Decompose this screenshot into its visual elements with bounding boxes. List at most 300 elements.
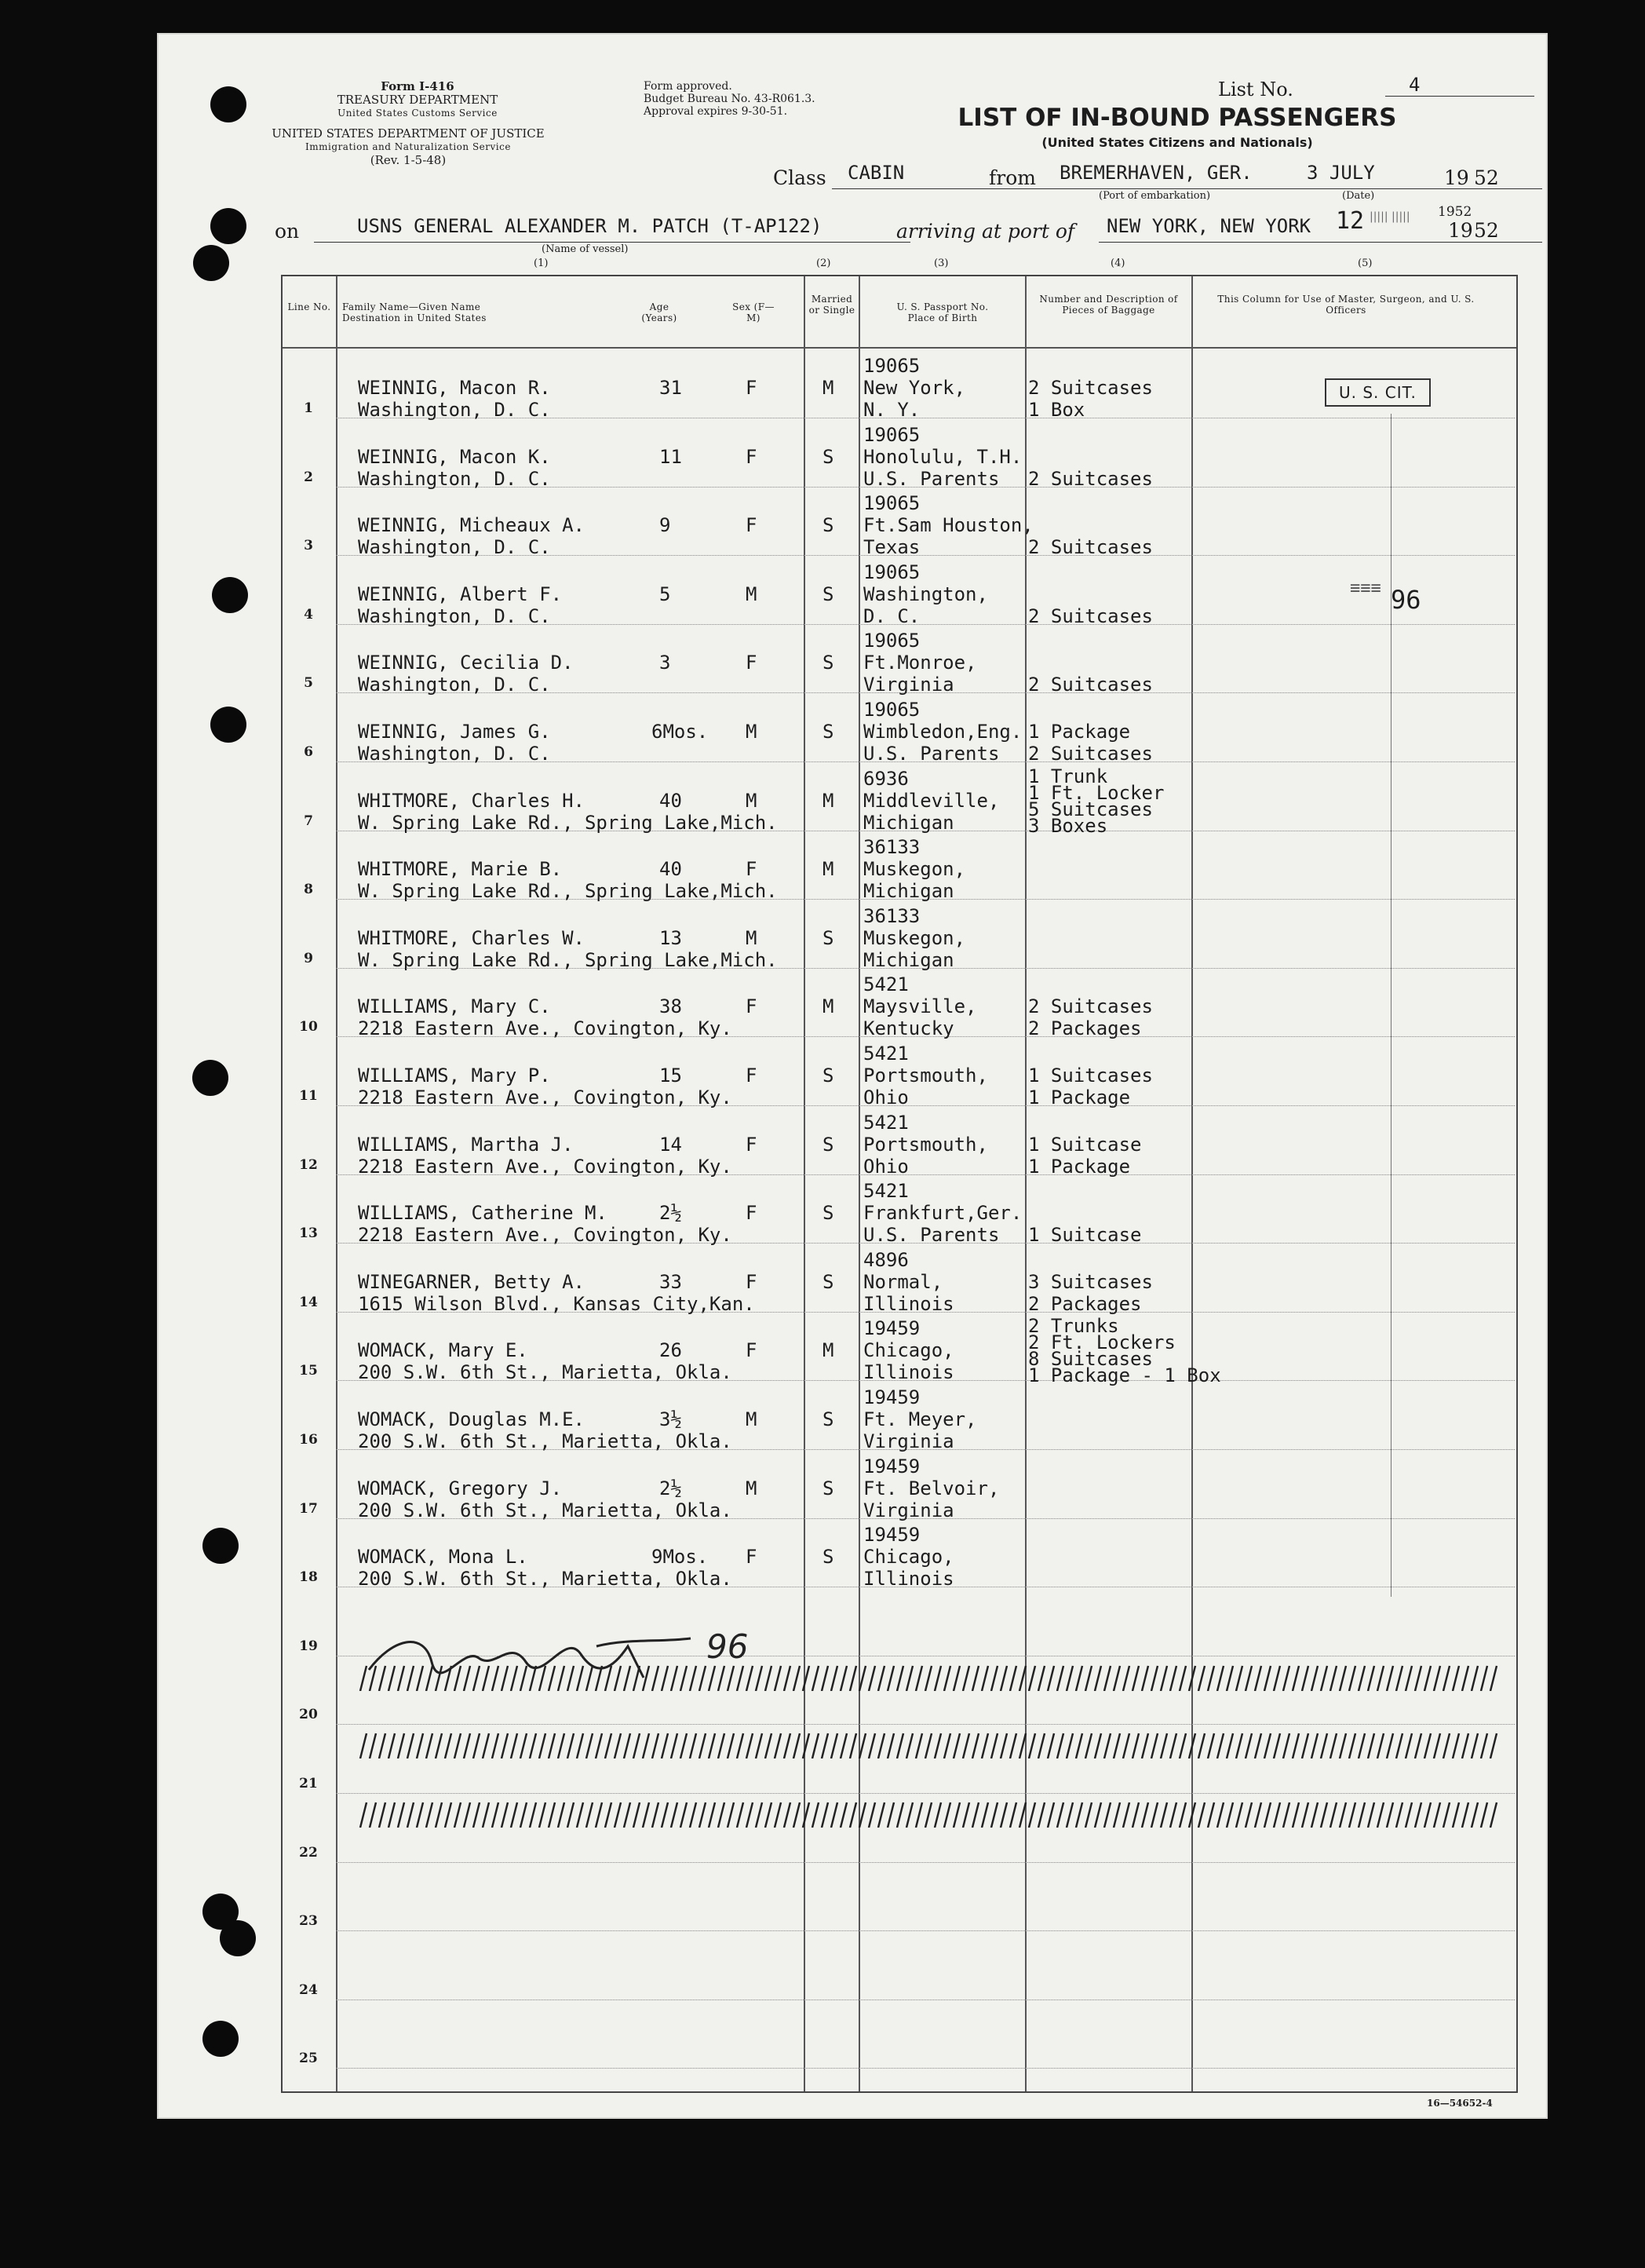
baggage-item: 1 Package [1028, 1155, 1131, 1178]
passenger-destination: W. Spring Lake Rd., Spring Lake,Mich. [358, 948, 778, 971]
birth-place-line-1: Ft. Belvoir, [863, 1477, 1000, 1499]
row-rule [336, 2068, 804, 2069]
birth-place-line-1: Wimbledon,Eng. [863, 721, 1023, 743]
officer-note: 96 [1391, 585, 1421, 615]
passenger-sex: F [746, 445, 757, 468]
passenger-sex: F [746, 995, 757, 1018]
baggage-item: 3 Suitcases [1028, 1270, 1153, 1293]
caption-col-2: (2) [816, 257, 831, 269]
passenger-age: 40 [659, 858, 682, 881]
marital-status: S [822, 514, 834, 537]
passenger-age: 5 [659, 583, 671, 605]
row-rule [859, 1862, 1025, 1863]
row-rule [804, 1724, 859, 1725]
us-citizen-stamp: U. S. CIT. [1325, 378, 1431, 407]
year-prefix: 19 [1444, 166, 1469, 189]
line-number: 18 [299, 1569, 318, 1586]
birth-place-line-1: Chicago, [863, 1339, 954, 1362]
line-number: 19 [299, 1638, 318, 1654]
marital-status: M [822, 377, 834, 399]
baggage-item: 5 Suitcases [1028, 798, 1153, 820]
birth-place-line-1: Chicago, [863, 1546, 954, 1569]
passenger-name: WILLIAMS, Catherine M. [358, 1202, 607, 1225]
passenger-name: WHITMORE, Charles W. [358, 926, 585, 949]
passenger-sex: F [746, 1202, 757, 1225]
passenger-name: WEINNIG, Micheaux A. [358, 514, 585, 537]
row-rule [804, 487, 859, 488]
page-title: LIST OF IN-BOUND PASSENGERS [957, 104, 1397, 132]
punch-hole [212, 577, 248, 613]
row-rule [1191, 1449, 1515, 1450]
passenger-name: WEINNIG, Macon K. [358, 445, 551, 468]
baggage-item: 2 Suitcases [1028, 743, 1153, 765]
passenger-sex: M [746, 721, 757, 743]
row-rule [1191, 2068, 1515, 2069]
marital-status: S [822, 1408, 834, 1430]
line-number: 20 [299, 1707, 318, 1723]
passenger-destination: 2218 Eastern Ave., Covington, Ky. [358, 1155, 732, 1178]
arriving-label: arriving at port of [896, 220, 1075, 243]
passport-number: 19065 [863, 630, 921, 652]
baggage-item: 2 Ft. Lockers [1028, 1331, 1176, 1354]
baggage-item: 2 Packages [1028, 1292, 1142, 1315]
passenger-table [281, 275, 1518, 2093]
line-number: 9 [304, 950, 313, 966]
passenger-sex: M [746, 1408, 757, 1430]
date-caption: (Date) [1342, 190, 1375, 202]
row-rule [1025, 1793, 1191, 1794]
row-rule [1191, 487, 1515, 488]
list-number-label: List No. [1218, 79, 1293, 100]
passport-number: 5421 [863, 973, 909, 996]
passenger-destination: 2218 Eastern Ave., Covington, Ky. [358, 1017, 732, 1040]
line-number: 4 [304, 606, 313, 623]
passenger-age: 9 [659, 514, 671, 537]
marital-status: S [822, 1546, 834, 1569]
header-baggage: Number and Description of Pieces of Baggage [1039, 294, 1178, 316]
line-number: 16 [299, 1432, 318, 1448]
birth-place-line-2: Kentucky [863, 1017, 954, 1040]
header-passport: U. S. Passport No. [896, 301, 989, 312]
arrival-port: NEW YORK, NEW YORK [1107, 215, 1311, 237]
birth-place-line-1: Honolulu, T.H. [863, 445, 1023, 468]
birth-place-line-2: Virginia [863, 674, 954, 696]
passenger-sex: F [746, 1546, 757, 1569]
caption-col-1: (1) [534, 257, 549, 269]
passport-number: 36133 [863, 904, 921, 927]
line-number: 10 [299, 1019, 318, 1035]
row-rule [804, 1862, 859, 1863]
punch-hole [193, 245, 229, 281]
class-value: CABIN [848, 162, 905, 184]
line-number: 6 [304, 744, 313, 760]
passport-number: 19065 [863, 699, 921, 721]
row-rule [1191, 968, 1515, 969]
baggage-item: 2 Suitcases [1028, 467, 1153, 490]
row-rule [804, 624, 859, 625]
birth-place-line-1: Ft.Sam Houston, [863, 514, 1034, 537]
void-hatch-20 [357, 1732, 1503, 1759]
passenger-sex: M [746, 926, 757, 949]
marital-status: S [822, 1065, 834, 1087]
row-rule [336, 1793, 804, 1794]
marital-status: S [822, 583, 834, 605]
passenger-age: 33 [659, 1270, 682, 1293]
marital-status: S [822, 445, 834, 468]
birth-place-line-2: Illinois [863, 1292, 954, 1315]
punch-hole [202, 1528, 239, 1564]
on-label: on [275, 220, 300, 243]
punch-hole [210, 208, 246, 244]
line-number: 23 [299, 1913, 318, 1930]
baggage-item: 2 Suitcases [1028, 536, 1153, 559]
passenger-name: WILLIAMS, Mary P. [358, 1065, 551, 1087]
birth-place-line-1: Middleville, [863, 789, 1000, 812]
vessel-caption: (Name of vessel) [542, 243, 629, 255]
header-officers: This Column for Use of Master, Surgeon, and U. S. Officers [1217, 294, 1475, 316]
line-number: 24 [299, 1981, 318, 1998]
punch-hole [210, 707, 246, 743]
passenger-sex: F [746, 858, 757, 881]
passenger-destination: W. Spring Lake Rd., Spring Lake,Mich. [358, 811, 778, 834]
row-rule [1191, 1518, 1515, 1519]
passport-number: 5421 [863, 1043, 909, 1065]
birth-place-line-1: Frankfurt,Ger. [863, 1202, 1023, 1225]
vessel-underline [314, 242, 910, 243]
row-rule [1191, 555, 1515, 556]
header-name: Family Name—Given Name [342, 301, 481, 312]
baggage-item: 1 Box [1028, 399, 1085, 421]
row-rule [1025, 968, 1191, 969]
row-rule [804, 968, 859, 969]
birth-place-line-1: Normal, [863, 1270, 943, 1293]
line-number: 13 [299, 1225, 318, 1242]
arrival-year-stamp: 1952 [1438, 204, 1472, 220]
row-rule [804, 899, 859, 900]
row-rule [1191, 899, 1515, 900]
passenger-age: 38 [659, 995, 682, 1018]
marital-status: S [822, 1270, 834, 1293]
passenger-destination: 200 S.W. 6th St., Marietta, Okla. [358, 1430, 732, 1452]
punch-hole [210, 86, 246, 122]
birth-place-line-1: Maysville, [863, 995, 977, 1018]
stamp-marks: ||||| ||||| [1370, 210, 1410, 223]
arrival-date-stamp: 12 [1336, 207, 1365, 235]
birth-place-line-2: Ohio [863, 1155, 909, 1178]
row-rule [1191, 1793, 1515, 1794]
birth-place-line-2: Illinois [863, 1361, 954, 1384]
baggage-item: 8 Suitcases [1028, 1348, 1153, 1371]
marital-status: S [822, 1202, 834, 1225]
passenger-destination: Washington, D. C. [358, 467, 551, 490]
line-number: 14 [299, 1294, 318, 1310]
baggage-item: 1 Ft. Locker [1028, 781, 1165, 804]
passenger-destination: 2218 Eastern Ave., Covington, Ky. [358, 1224, 732, 1247]
passenger-sex: F [746, 1133, 757, 1156]
baggage-item: 2 Suitcases [1028, 604, 1153, 627]
birth-place-line-1: Portsmouth, [863, 1065, 988, 1087]
passport-number: 19459 [863, 1317, 921, 1340]
row-rule [1025, 1449, 1191, 1450]
passenger-sex: M [746, 583, 757, 605]
passenger-name: WEINNIG, Albert F. [358, 583, 563, 605]
row-rule [1191, 1862, 1515, 1863]
vessel-name: USNS GENERAL ALEXANDER M. PATCH (T-AP122) [357, 215, 822, 237]
passport-number: 4896 [863, 1248, 909, 1271]
baggage-item: 1 Package [1028, 721, 1131, 743]
port-embarkation-caption: (Port of embarkation) [1099, 190, 1211, 202]
passenger-destination: Washington, D. C. [358, 536, 551, 559]
passenger-age: 31 [659, 377, 682, 399]
form-revision: (Rev. 1-5-48) [370, 153, 447, 167]
justice-department-block [267, 127, 549, 167]
passport-number: 5421 [863, 1180, 909, 1203]
from-label: from [989, 166, 1036, 189]
page-subtitle: (United States Citizens and Nationals) [1041, 135, 1313, 150]
birth-place-line-1: Ft.Monroe, [863, 652, 977, 674]
row-rule [804, 1036, 859, 1037]
row-rule [804, 555, 859, 556]
marital-status: M [822, 789, 834, 812]
passenger-destination: Washington, D. C. [358, 604, 551, 627]
birth-place-line-2: Michigan [863, 811, 954, 834]
baggage-item: 1 Suitcases [1028, 1065, 1153, 1087]
marital-status: M [822, 858, 834, 881]
row-rule [804, 761, 859, 762]
passenger-destination: 2218 Eastern Ave., Covington, Ky. [358, 1087, 732, 1108]
passenger-sex: F [746, 1270, 757, 1293]
punch-hole [192, 1060, 228, 1096]
line-number: 7 [304, 813, 313, 829]
baggage-item: 2 Suitcases [1028, 995, 1153, 1018]
row-rule [1191, 1243, 1515, 1244]
line-number: 1 [304, 400, 313, 416]
passenger-name: WEINNIG, Macon R. [358, 377, 551, 399]
void-hatch-19 [357, 1664, 1503, 1691]
birth-place-line-2: Ohio [863, 1087, 909, 1108]
header-age: Age (Years) [641, 301, 677, 323]
passenger-name: WILLIAMS, Martha J. [358, 1133, 574, 1156]
row-rule [1191, 692, 1515, 693]
baggage-item: 1 Suitcase [1028, 1133, 1142, 1156]
punch-hole [220, 1920, 256, 1956]
passenger-age: 3 [659, 652, 671, 674]
class-label: Class [773, 166, 826, 189]
approval-note [644, 80, 815, 118]
row-rule [804, 1380, 859, 1381]
form-number: Form I-416 [381, 79, 454, 93]
line-number: 5 [304, 675, 313, 692]
row-rule [1191, 761, 1515, 762]
line-number: 11 [299, 1088, 318, 1104]
passenger-name: WOMACK, Douglas M.E. [358, 1408, 585, 1430]
passenger-age: 11 [659, 445, 682, 468]
passport-number: 36133 [863, 836, 921, 859]
header-birth: Place of Birth [907, 312, 978, 323]
baggage-item: 2 Suitcases [1028, 377, 1153, 399]
year-suffix: 52 [1474, 166, 1499, 189]
line-number: 25 [299, 2051, 318, 2067]
birth-place-line-2: Texas [863, 536, 921, 559]
passenger-name: WEINNIG, Cecilia D. [358, 652, 574, 674]
birth-place-line-2: Michigan [863, 880, 954, 903]
passenger-destination: 200 S.W. 6th St., Marietta, Okla. [358, 1499, 732, 1521]
immigration-service: Immigration and Naturalization Service [305, 141, 511, 152]
baggage-item: 1 Package [1028, 1087, 1131, 1108]
row-rule [1191, 1724, 1515, 1725]
treasury-department: TREASURY DEPARTMENT [337, 93, 498, 107]
header-married: Married or Single [808, 294, 855, 316]
embarkation-date: 3 JULY [1307, 162, 1375, 184]
arrival-year-suffix: 52 [1474, 219, 1499, 242]
row-rule [1025, 899, 1191, 900]
manifest-page [157, 33, 1548, 2119]
passenger-sex: F [746, 1339, 757, 1362]
passenger-name: WOMACK, Mary E. [358, 1339, 528, 1362]
caption-col-5: (5) [1358, 257, 1373, 269]
row-rule [336, 1930, 804, 1931]
passenger-name: WINEGARNER, Betty A. [358, 1270, 585, 1293]
line-number: 17 [299, 1500, 318, 1517]
birth-place-line-1: Muskegon, [863, 926, 966, 949]
line-number: 21 [299, 1776, 318, 1791]
passport-number: 19459 [863, 1455, 921, 1477]
passenger-name: WHITMORE, Marie B. [358, 858, 563, 881]
birth-place-line-2: Michigan [863, 948, 954, 971]
passport-number: 5421 [863, 1111, 909, 1134]
marital-status: S [822, 1477, 834, 1499]
approval-line-1: Form approved. [644, 80, 732, 93]
row-rule [1191, 1105, 1515, 1106]
birth-place-line-1: New York, [863, 377, 966, 399]
baggage-item: 2 Packages [1028, 1017, 1142, 1040]
signature-number: 96 [706, 1627, 749, 1666]
caption-col-4: (4) [1111, 257, 1125, 269]
birth-place-line-2: D. C. [863, 604, 921, 627]
header-destination: Destination in United States [342, 312, 487, 323]
passport-number: 19065 [863, 423, 921, 446]
line-number: 22 [299, 1844, 318, 1861]
row-rule [1025, 1518, 1191, 1519]
port-of-embarkation: BREMERHAVEN, GER. [1060, 162, 1253, 184]
birth-place-line-2: U.S. Parents [863, 743, 1000, 765]
passenger-name: WILLIAMS, Mary C. [358, 995, 551, 1018]
passenger-age: 2½ [659, 1202, 682, 1225]
passenger-sex: F [746, 652, 757, 674]
approval-line-3: Approval expires 9-30-51. [644, 105, 788, 118]
line-number: 8 [304, 882, 313, 898]
passenger-destination: 200 S.W. 6th St., Marietta, Okla. [358, 1568, 732, 1591]
header-line-no: Line No. [287, 301, 331, 312]
row-rule [804, 1174, 859, 1175]
passenger-age: 2½ [659, 1477, 682, 1499]
baggage-item: 1 Trunk [1028, 765, 1108, 787]
birth-place-line-2: U.S. Parents [863, 467, 1000, 490]
passport-number: 19065 [863, 492, 921, 515]
row-rule [804, 1793, 859, 1794]
row-rule [336, 1862, 804, 1863]
baggage-item: 1 Package - 1 Box [1028, 1364, 1221, 1387]
passenger-destination: 200 S.W. 6th St., Marietta, Okla. [358, 1361, 732, 1384]
row-rule [804, 1930, 859, 1931]
col-divider [336, 276, 337, 2091]
passenger-sex: M [746, 1477, 757, 1499]
passport-number: 6936 [863, 767, 909, 790]
passport-number: 19065 [863, 355, 921, 377]
row-rule [336, 1724, 804, 1725]
customs-service: United States Customs Service [337, 108, 498, 119]
passenger-name: WEINNIG, James G. [358, 721, 551, 743]
row-rule [804, 1518, 859, 1519]
row-rule [1191, 1930, 1515, 1931]
void-hatch-21 [357, 1801, 1503, 1828]
row-rule [804, 2068, 859, 2069]
birth-place-line-1: Portsmouth, [863, 1133, 988, 1156]
passenger-destination: W. Spring Lake Rd., Spring Lake,Mich. [358, 880, 778, 903]
row-rule [859, 2068, 1025, 2069]
header-divider [283, 347, 1516, 349]
passenger-destination: Washington, D. C. [358, 399, 551, 421]
baggage-item: 1 Suitcase [1028, 1224, 1142, 1247]
marital-status: S [822, 1133, 834, 1156]
row-rule [859, 1724, 1025, 1725]
punch-hole [202, 2021, 239, 2057]
passenger-age: 6Mos. [651, 721, 709, 743]
passport-number: 19459 [863, 1524, 921, 1547]
row-rule [1025, 1724, 1191, 1725]
row-rule [804, 1105, 859, 1106]
passport-number: 19065 [863, 561, 921, 583]
passport-number: 19459 [863, 1386, 921, 1408]
line-number: 3 [304, 538, 313, 554]
marital-status: S [822, 652, 834, 674]
row-rule [1025, 1862, 1191, 1863]
row-rule [804, 1312, 859, 1313]
passenger-name: WOMACK, Gregory J. [358, 1477, 563, 1499]
birth-place-line-2: Virginia [863, 1430, 954, 1452]
marital-status: S [822, 926, 834, 949]
form-identification [276, 80, 559, 120]
line-number: 15 [299, 1363, 318, 1379]
passenger-age: 40 [659, 789, 682, 812]
row-rule [859, 1930, 1025, 1931]
birth-place-line-2: U.S. Parents [863, 1224, 1000, 1247]
passenger-sex: M [746, 789, 757, 812]
passenger-sex: F [746, 514, 757, 537]
baggage-item: 2 Trunks [1028, 1315, 1119, 1338]
baggage-item: 3 Boxes [1028, 814, 1108, 837]
row-rule [1025, 2068, 1191, 2069]
line-number: 2 [304, 469, 313, 485]
birth-place-line-1: Washington, [863, 583, 988, 605]
passenger-age: 14 [659, 1133, 682, 1156]
strikethrough-mark: ≡≡≡ [1350, 579, 1381, 598]
marital-status: S [822, 721, 834, 743]
passenger-sex: F [746, 377, 757, 399]
row-rule [1191, 1174, 1515, 1175]
passenger-age: 15 [659, 1065, 682, 1087]
arrival-underline [1099, 242, 1542, 243]
row-rule [1191, 1380, 1515, 1381]
approval-line-2: Budget Bureau No. 43-R061.3. [644, 93, 815, 105]
passenger-destination: Washington, D. C. [358, 743, 551, 765]
passenger-destination: 1615 Wilson Blvd., Kansas City,Kan. [358, 1292, 755, 1315]
passenger-sex: F [746, 1065, 757, 1087]
passenger-name: WOMACK, Mona L. [358, 1546, 528, 1569]
print-code: 16—54652-4 [1427, 2098, 1493, 2109]
arrival-year-printed: 19 [1448, 219, 1473, 242]
birth-place-line-2: N. Y. [863, 399, 921, 421]
